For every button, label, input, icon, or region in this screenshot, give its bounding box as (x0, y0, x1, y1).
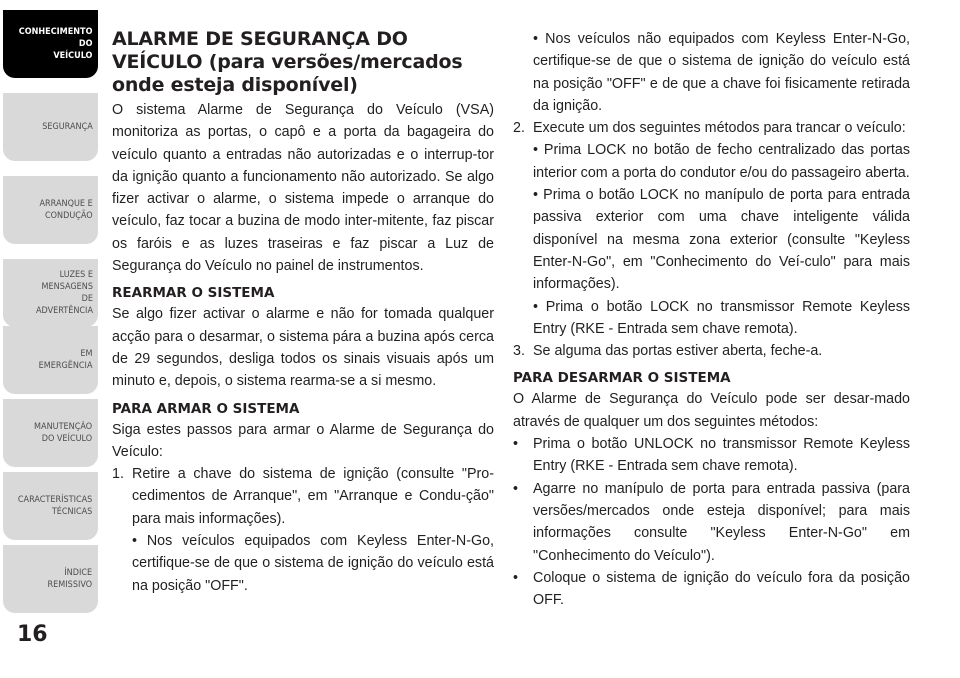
bullet: • (513, 436, 519, 453)
step-number: 3. (513, 343, 525, 360)
step-number: 2. (513, 120, 525, 137)
list-item (513, 567, 910, 612)
step-3 (513, 340, 910, 362)
section-title: ALARME DE SEGURANÇA DO VEÍCULO (para versões/mercados onde esteja disponível) (112, 28, 463, 96)
disarm-intro: O Alarme de Segurança do Veículo pode ser desar-mado através de qualquer um dos seguintes métodos: (513, 391, 910, 430)
tab-caracteristicas-tecnicas[interactable] (3, 472, 98, 540)
tab-label: ÍNDICE REMISSIVO (48, 568, 93, 590)
bullet: • (513, 569, 519, 586)
step-1-sub-item: • Nos veículos equipados com Keyless Enter-N-Go, certifique-se de que o sistema de ignição do veículo está na posição "OFF". (132, 533, 494, 594)
step-1-sub-item: • Nos veículos não equipados com Keyless Enter-N-Go, certifique-se de que o sistema de ignição do veículo está na posição "OFF" e de que a chave foi fisicamente retirada da ignição. (533, 31, 910, 114)
step-1 (112, 463, 494, 530)
tab-em-emergencia[interactable] (3, 326, 98, 394)
tab-label: SEGURANÇA (42, 122, 93, 132)
chapter-sidebar (0, 0, 100, 678)
step-text: Retire a chave do sistema de ignição (consulte "Pro-cedimentos de Arranque", em "Arranque e Condu-ção" para mais informações). (132, 466, 494, 527)
tab-luzes-e-mensagens[interactable] (3, 259, 98, 327)
tab-seguranca[interactable] (3, 93, 98, 161)
tab-conhecimento-do-veiculo[interactable] (3, 10, 98, 78)
tab-label: MANUTENÇÃO DO VEÍCULO (34, 422, 93, 444)
step-text: Se alguma das portas estiver aberta, feche-a. (533, 343, 823, 360)
tab-manutencao-do-veiculo[interactable] (3, 399, 98, 467)
step-2-sub-item: • Prima o botão LOCK no manípulo de porta para entrada passiva exterior com uma chave inteligente válida disponível na mesma zona exterior (consulte "Keyless Enter-N-Go", em "Conhecimento do Veí-culo" para mais informações). (533, 187, 910, 293)
tab-label: CARACTERÍSTICAS TÉCNICAS (18, 495, 93, 517)
step-2 (513, 117, 910, 139)
step-number: 1. (112, 466, 124, 483)
disarm-heading: PARA DESARMAR O SISTEMA (513, 370, 731, 387)
tab-label: LUZES E MENSAGENS DE ADVERTÊNCIA (35, 270, 93, 316)
tab-arranque-e-conducao[interactable] (3, 176, 98, 244)
list-item-text: Prima o botão UNLOCK no transmissor Remote Keyless Entry (RKE - Entrada sem chave remota). (533, 436, 910, 475)
tab-label: CONHECIMENTO DO VEÍCULO (18, 27, 93, 61)
tab-indice-remissivo[interactable] (3, 545, 98, 613)
step-2-sub-item: • Prima o botão LOCK no transmissor Remote Keyless Entry (RKE - Entrada sem chave remota). (533, 298, 910, 337)
step-2-sub-item: • Prima LOCK no botão de fecho centralizado das portas interior com a porta do condutor e/ou do passageiro aberta. (533, 142, 910, 181)
tab-label: ARRANQUE E CONDUÇÃO (39, 199, 93, 221)
tab-label: EM EMERGÊNCIA (38, 349, 93, 371)
arm-heading: PARA ARMAR O SISTEMA (112, 400, 300, 417)
page-number: 16 (17, 622, 48, 647)
rearm-paragraph: Se algo fizer activar o alarme e não for tomada qualquer acção para o desarmar, o sistema pára a buzina após cerca de 29 segundos, desliga todos os sinais visuais após um minuto e, depois, o sistema rearma-se a si mesmo. (112, 306, 494, 390)
rearm-heading: REARMAR O SISTEMA (112, 285, 275, 302)
bullet: • (513, 480, 519, 497)
step-text: Execute um dos seguintes métodos para trancar o veículo: (533, 120, 906, 137)
list-item (513, 433, 910, 478)
list-item-text: Coloque o sistema de ignição do veículo fora da posição OFF. (533, 569, 910, 609)
list-item (513, 478, 910, 567)
intro-paragraph: O sistema Alarme de Segurança do Veículo (VSA) monitoriza as portas, o capô e a porta da bagageira do veículo quanto a entradas não autorizadas e o interrup-tor da ignição quanto a funcionamento não autorizado. Se algo fizer activar o alarme, o sistema impede o arranque do veículo, faz tocar a buzina de modo inter-mitente, faz piscar os faróis e as luzes traseiras e faz piscar a Luz de Segurança do Veículo no painel de instrumentos. (112, 102, 494, 275)
list-item-text: Agarre no manípulo de porta para entrada passiva (para versões/mercados onde esteja disponível; para mais informações consulte "Keyless Enter-N-Go" em "Conhecimento do Veículo"). (533, 480, 910, 564)
arm-intro: Siga estes passos para armar o Alarme de Segurança do Veículo: (112, 421, 494, 460)
right-column (513, 28, 910, 611)
left-column (112, 28, 494, 597)
